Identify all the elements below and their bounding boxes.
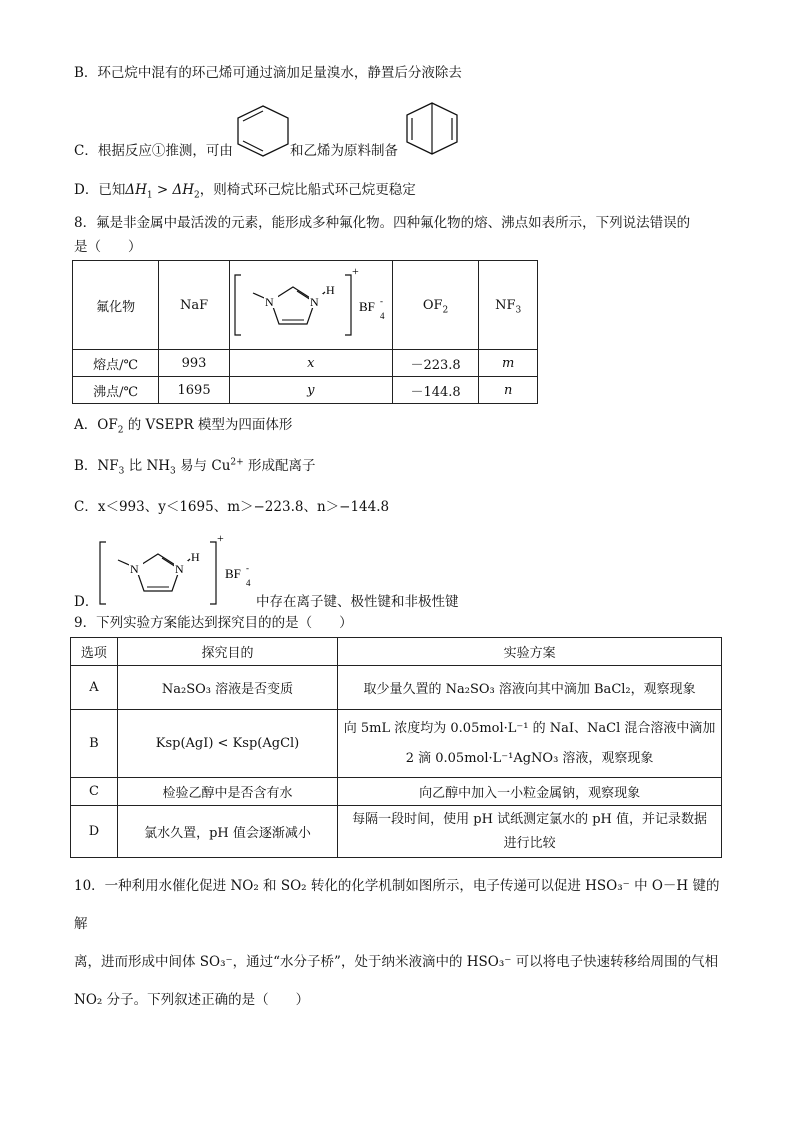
q8-option-b bbox=[74, 456, 315, 476]
q8-option-d-prefix: D． bbox=[74, 594, 99, 610]
bf4-sup: - bbox=[379, 296, 383, 306]
q8-b-mid: 比 bbox=[124, 458, 147, 474]
q8-b-mid2: 易与 bbox=[175, 458, 212, 474]
q8-header-nf3 bbox=[479, 261, 538, 350]
q9-row-b-plan-line2: 2 滴 0.05mol·L⁻¹AgNO₃ 溶液，观察现象 bbox=[405, 750, 654, 766]
q8-row-mp-of2: －223.8 bbox=[392, 350, 478, 377]
q9-row-b-plan-line1: 向 5mL 浓度均为 0.05mol·L⁻¹ 的 NaI、NaCl 混合溶液中滴加 bbox=[343, 720, 716, 736]
q8-row-bp-nf3: n bbox=[479, 377, 538, 404]
q9-row-a-goal: Na₂SO₃ 溶液是否变质 bbox=[117, 666, 337, 710]
q8-d-ionic-structure bbox=[96, 530, 264, 610]
delta-h1-sub: 1 bbox=[146, 190, 153, 201]
q8-a-prefix: A． bbox=[74, 417, 98, 433]
q8-a-of: OF bbox=[97, 417, 118, 433]
q7-option-c-suffix: 和乙烯为原料制备 bbox=[290, 143, 398, 159]
bicyclooctadiene-structure bbox=[402, 100, 462, 156]
q9-row-d-plan bbox=[338, 806, 722, 858]
delta-h2-sub: 2 bbox=[194, 190, 200, 201]
q8-row-mp-ionic: x bbox=[229, 350, 392, 377]
q8-b-cu: Cu bbox=[211, 458, 231, 474]
q7-option-b: B．环己烷中混有的环己烯可通过滴加足量溴水，静置后分液除去 bbox=[74, 65, 462, 81]
q8-row-bp-label: 沸点/℃ bbox=[73, 377, 159, 404]
q8-a-text: 的 VSEPR 模型为四面体形 bbox=[123, 417, 293, 433]
q8-b-text: 形成配离子 bbox=[243, 458, 316, 474]
q9-header-plan: 实验方案 bbox=[338, 638, 722, 666]
q8-row-bp-of2: －144.8 bbox=[392, 377, 478, 404]
q8-a-sub: 2 bbox=[117, 425, 124, 436]
q8-d-bf-sub: 4 bbox=[246, 578, 251, 588]
q8-b-nf: NF bbox=[97, 458, 119, 474]
q10-line3: NO₂ 分子。下列叙述正确的是（ ） bbox=[74, 992, 310, 1008]
q9-row-d-plan-line1: 每隔一段时间，使用 pH 试纸测定氯水的 pH 值，并记录数据 bbox=[352, 811, 707, 827]
q9-header-goal: 探究目的 bbox=[117, 638, 337, 666]
q8-d-n2: N bbox=[175, 562, 184, 576]
q9-row-b-goal: Ksp(AgI) < Ksp(AgCl) bbox=[117, 710, 337, 778]
q8-option-c: C．x＜993、y＜1695、m＞−223.8、n＞−144.8 bbox=[74, 499, 390, 515]
q8-row-mp-nf3: m bbox=[479, 350, 538, 377]
gt-sign: > bbox=[152, 182, 173, 198]
bf4-label: BF bbox=[358, 299, 375, 314]
q9-header-option: 选项 bbox=[71, 638, 118, 666]
ion-n1-label: N bbox=[264, 295, 274, 309]
q9-row-b-plan bbox=[338, 710, 722, 778]
q7-option-d bbox=[74, 180, 416, 200]
q8-header-ionic-liquid bbox=[229, 261, 392, 350]
q8-b-sub: 3 bbox=[118, 466, 125, 477]
q9-row-b-option: B bbox=[71, 710, 118, 778]
q9-row-c-option: C bbox=[71, 778, 118, 806]
q8-row-mp-label: 熔点/℃ bbox=[73, 350, 159, 377]
q7-option-c bbox=[74, 141, 233, 161]
q8-b-sup: 2+ bbox=[230, 457, 244, 468]
q9-row-c-plan: 向乙醇中加入一小粒金属钠，观察现象 bbox=[338, 778, 722, 806]
q8-b-nh: NH bbox=[146, 458, 171, 474]
q9-experiment-table bbox=[70, 637, 722, 858]
imidazolium-bf4-structure bbox=[231, 261, 391, 345]
delta-h2: ΔH bbox=[172, 182, 195, 198]
ion-h-label: H bbox=[325, 283, 335, 297]
q8-fluoride-table bbox=[72, 260, 538, 404]
q9-row-a-plan: 取少量久置的 Na₂SO₃ 溶液向其中滴加 BaCl₂，观察现象 bbox=[338, 666, 722, 710]
of2-sub: 2 bbox=[442, 305, 449, 316]
q8-option-a bbox=[74, 415, 292, 435]
cyclohexadiene-structure bbox=[232, 102, 294, 158]
delta-h1: ΔH bbox=[125, 182, 147, 198]
bf4-sub: 4 bbox=[379, 311, 385, 321]
ion-charge: + bbox=[351, 264, 359, 278]
q10-line1: 10．一种利用水催化促进 NO₂ 和 SO₂ 转化的化学机制如图所示，电子传递可以促进 HSO₃⁻ 中 O－H 键的解 bbox=[74, 878, 720, 932]
nf3-text: NF bbox=[495, 297, 516, 313]
q8-row-bp-naf: 1695 bbox=[159, 377, 230, 404]
of2-text: OF bbox=[422, 297, 443, 313]
q7-option-d-suffix: ，则椅式环己烷比船式环己烷更稳定 bbox=[199, 182, 416, 198]
ion-n2-label: N bbox=[309, 295, 319, 309]
q8-d-charge: + bbox=[217, 531, 224, 545]
q8-row-bp-ionic: y bbox=[229, 377, 392, 404]
q9-row-c-goal: 检验乙醇中是否含有水 bbox=[117, 778, 337, 806]
q7-option-c-prefix: C．根据反应①推测，可由 bbox=[74, 143, 233, 159]
q8-d-n1: N bbox=[130, 562, 139, 576]
q9-row-d-goal: 氯水久置，pH 值会逐渐减小 bbox=[117, 806, 337, 858]
q8-stem-line1: 8．氟是非金属中最活泼的元素，能形成多种氟化物。四种氟化物的熔、沸点如表所示，下列说法错误的 bbox=[74, 215, 691, 231]
q8-row-mp-naf: 993 bbox=[159, 350, 230, 377]
q8-d-h: H bbox=[191, 550, 200, 564]
q7-option-d-prefix: D．已知 bbox=[74, 182, 126, 198]
q9-stem: 9．下列实验方案能达到探究目的的是（ ） bbox=[74, 615, 353, 631]
q8-d-bf: BF bbox=[225, 566, 241, 581]
q8-stem-line2: 是（ ） bbox=[74, 239, 142, 255]
q8-b-prefix: B． bbox=[74, 458, 98, 474]
q10-line2: 离，进而形成中间体 SO₃⁻，通过“水分子桥”，处于纳米液滴中的 HSO₃⁻ 可以将电子快速转移给周围的气相 bbox=[74, 954, 719, 970]
q8-header-fluoride: 氟化物 bbox=[73, 261, 159, 350]
q8-b-sub2: 3 bbox=[170, 466, 176, 477]
nf3-sub: 3 bbox=[515, 305, 522, 316]
q9-row-d-option: D bbox=[71, 806, 118, 858]
q9-row-a-option: A bbox=[71, 666, 118, 710]
q8-option-d-text: 中存在离子键、极性键和非极性键 bbox=[256, 594, 459, 610]
q8-header-of2 bbox=[392, 261, 478, 350]
q8-d-bf-sup: - bbox=[246, 563, 249, 573]
q10-paragraph bbox=[74, 867, 724, 1019]
q8-header-naf: NaF bbox=[159, 261, 230, 350]
q9-row-d-plan-line2: 进行比较 bbox=[503, 835, 556, 851]
